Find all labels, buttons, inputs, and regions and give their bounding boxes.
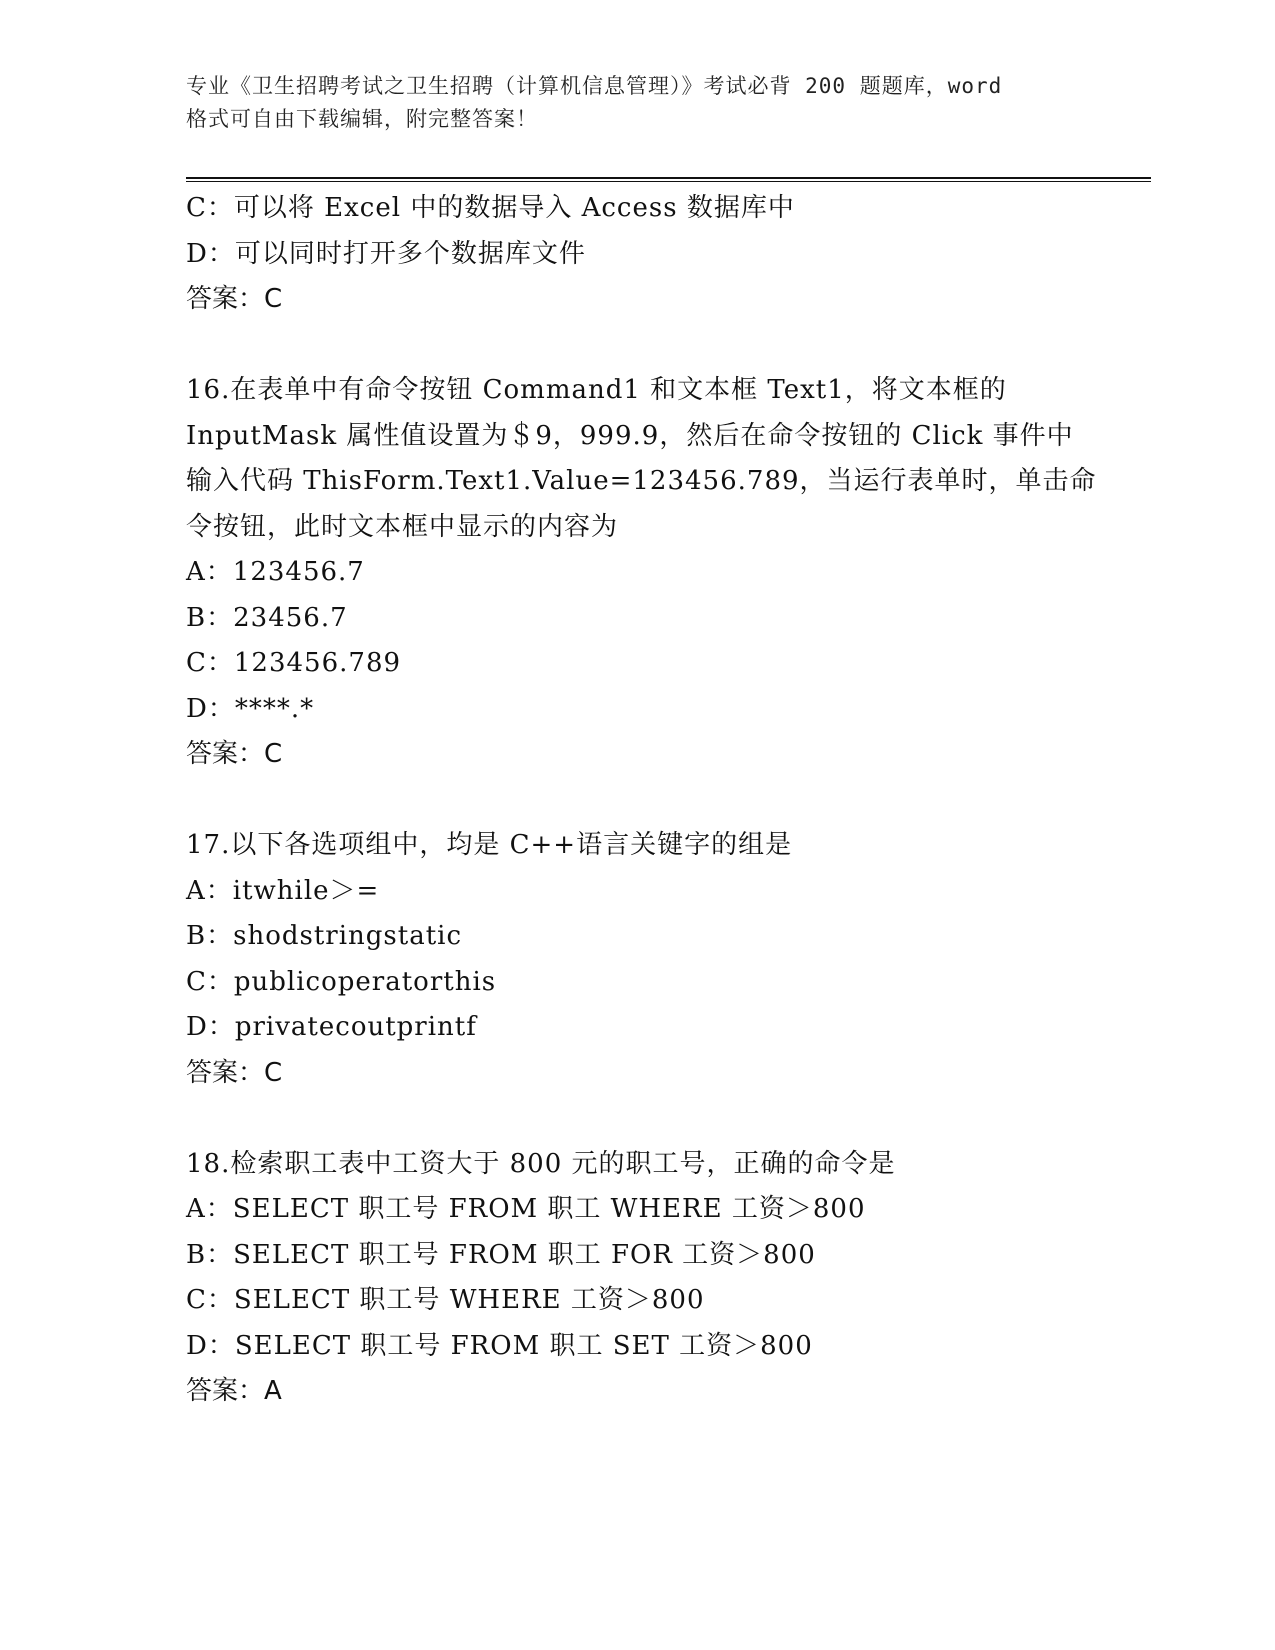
- header-line-2: 格式可自由下载编辑，附完整答案！: [186, 107, 538, 131]
- question-16: [186, 368, 1097, 778]
- question-gap: [186, 1096, 1086, 1142]
- question-gap: [186, 323, 1086, 369]
- header-line-1: 专业《卫生招聘考试之卫生招聘（计算机信息管理）》考试必背 200 题题库，word: [186, 74, 1003, 98]
- answer-line: 答案：C: [186, 284, 283, 314]
- option-a: A：123456.7: [186, 557, 365, 587]
- option-d: D：可以同时打开多个数据库文件: [186, 238, 586, 269]
- question-text-line: InputMask 属性值设置为＄9，999.9，然后在命令按钮的 Click 事件中: [186, 420, 1074, 451]
- document-header: [186, 70, 1086, 136]
- option-a: A：itwhile＞=: [186, 875, 380, 906]
- question-text-line: 令按钮，此时文本框中显示的内容为: [186, 511, 619, 542]
- option-b: B：shodstringstatic: [186, 921, 463, 951]
- option-c: C：123456.789: [186, 648, 402, 678]
- question-text-line: 18.检索职工表中工资大于 800 元的职工号，正确的命令是: [186, 1148, 896, 1179]
- option-d: D：****.*: [186, 693, 315, 724]
- option-c: C：SELECT 职工号 WHERE 工资＞800: [186, 1285, 705, 1315]
- question-content: [186, 186, 1097, 1415]
- option-c: C：publicoperatorthis: [186, 966, 497, 997]
- question-text-line: 16.在表单中有命令按钮 Command1 和文本框 Text1，将文本框的: [186, 375, 1007, 405]
- question-gap: [186, 778, 1086, 824]
- question-text-line: 输入代码 ThisForm.Text1.Value=123456.789，当运行表单时，单击命: [186, 466, 1097, 496]
- question-18: [186, 1142, 1086, 1415]
- answer-line: 答案：C: [186, 1057, 283, 1088]
- answer-line: 答案：A: [186, 1376, 282, 1406]
- option-b: B：23456.7: [186, 602, 348, 633]
- option-d: D：SELECT 职工号 FROM 职工 SET 工资＞800: [186, 1330, 813, 1361]
- option-d: D：privatecoutprintf: [186, 1012, 477, 1042]
- answer-line: 答案：C: [186, 739, 283, 769]
- option-c: C：可以将 Excel 中的数据导入 Access 数据库中: [186, 193, 795, 223]
- option-a: A：SELECT 职工号 FROM 职工 WHERE 工资＞800: [186, 1194, 866, 1224]
- question-15-tail: [186, 186, 1086, 323]
- header-divider-thin: [186, 181, 1151, 182]
- question-17: [186, 823, 1086, 1096]
- option-b: B：SELECT 职工号 FROM 职工 FOR 工资＞800: [186, 1239, 816, 1270]
- question-text-line: 17.以下各选项组中，均是 C++语言关键字的组是: [186, 830, 793, 860]
- header-divider-thick: [186, 177, 1151, 179]
